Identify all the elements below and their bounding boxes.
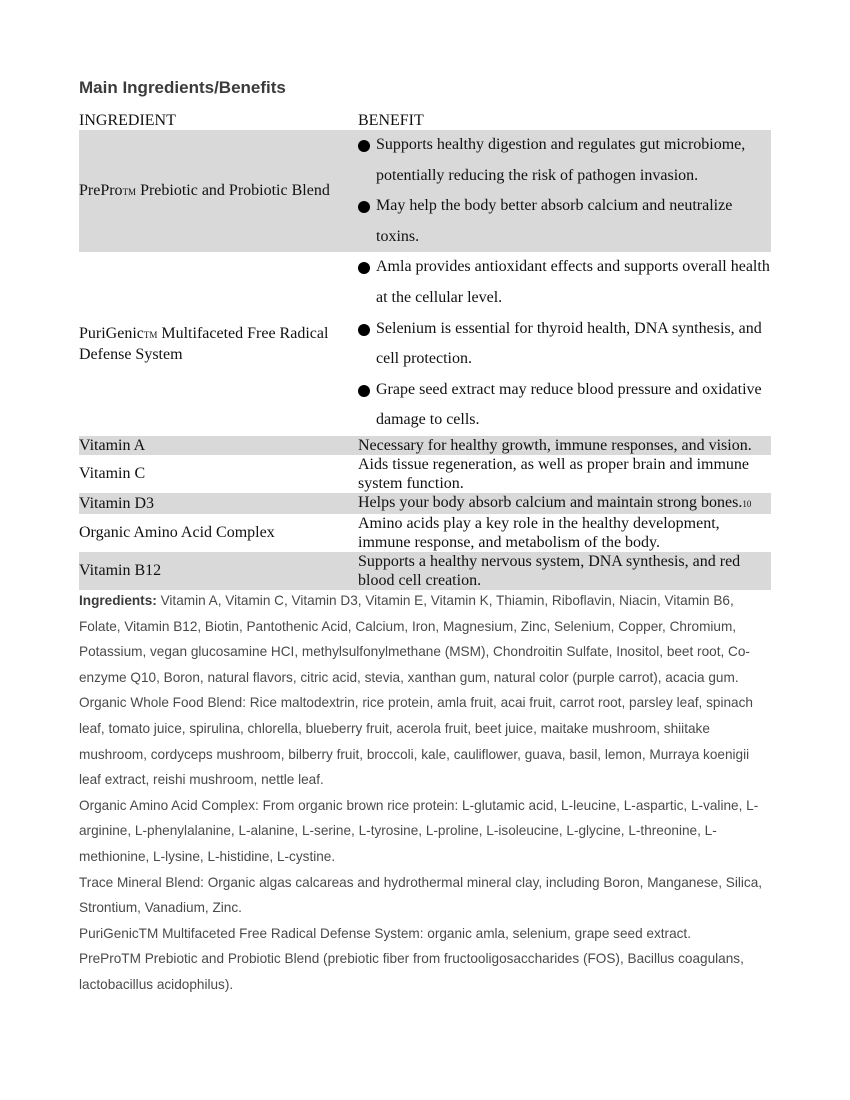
ingredient-cell: Vitamin B12 — [79, 552, 358, 590]
benefit-cell: Aids tissue regeneration, as well as proper brain and immune system function. — [358, 455, 749, 492]
whole-food-blend-paragraph: Organic Whole Food Blend: Rice maltodextrin, rice protein, amla fruit, acai fruit, carrot root, parsley leaf, spinach leaf, tomato juice, spirulina, chlorella, blueberry fruit, acerola fruit, beet juice, maitake mushroom, shiitake mushroom, cordyceps mushroom, bilberry fruit, broccoli, kale, cauliflower, guava, basil, lemon, Murraya koenigii leaf extract, reishi mushroom, nettle leaf. — [79, 695, 753, 788]
ingredients-section — [79, 588, 771, 998]
section-heading: Main Ingredients/Benefits — [79, 78, 286, 97]
ingredient-cell — [79, 252, 358, 436]
benefit-cell: Necessary for healthy growth, immune responses, and vision. — [358, 436, 771, 455]
benefit-cell: Supports a healthy nervous system, DNA synthesis, and red blood cell creation. — [358, 552, 771, 590]
trace-mineral-blend-paragraph: Trace Mineral Blend: Organic algas calcareas and hydrothermal mineral clay, including Boron, Manganese, Silica, Strontium, Vanadium, Zinc. — [79, 874, 763, 916]
prepro-paragraph: PreProTM Prebiotic and Probiotic Blend (prebiotic fiber from fructooligosaccharides (FOS), Bacillus coagulans, lactobacillus acidophilus). — [79, 951, 744, 992]
ingredients-label: Ingredients: — [79, 593, 157, 608]
ingredients-main-list: Vitamin A, Vitamin C, Vitamin D3, Vitamin E, Vitamin K, Thiamin, Riboflavin, Niacin, Vitamin B6, Folate, Vitamin B12, Biotin, Pantothenic Acid, Calcium, Iron, Magnesium, Zinc, Selenium, Copper, Chromium, Potassium, vegan glucosamine HCI, methylsulfonylmethane (MSM), Chondroitin Sulfate, Inositol, beet root, Co-enzyme Q10, Boron, natural flavors, citric acid, stevia, xanthan gum, natural color (purple carrot), acacia gum. — [79, 593, 750, 685]
amino-acid-complex-paragraph: Organic Amino Acid Complex: From organic brown rice protein: L-glutamic acid, L-leucine, L-aspartic, L-valine, L-arginine, L-phenylalanine, L-alanine, L-serine, L-tyrosine, L-proline, L-isoleucine, L-glycine, L-threonine, L-methionine, L-lysine, L-histidine, L-cystine. — [79, 797, 759, 864]
ingredient-name-rest: Multifaceted Free Radical Defense System — [79, 325, 329, 364]
ingredient-cell — [79, 130, 358, 252]
ingredient-cell: Vitamin A — [79, 436, 358, 455]
bullet-icon — [358, 201, 370, 213]
table-row — [79, 455, 771, 493]
trademark-mark: TM — [143, 330, 158, 341]
list-item — [358, 314, 771, 375]
table-row — [79, 436, 771, 455]
ingredient-name-rest: Prebiotic and Probiotic Blend — [136, 181, 330, 199]
benefit-cell — [358, 252, 771, 436]
purigenic-paragraph: PuriGenicTM Multifaceted Free Radical Defense System: organic amla, selenium, grape seed extract. — [79, 925, 691, 941]
ingredient-cell: Vitamin C — [79, 465, 146, 483]
list-item — [358, 375, 771, 436]
ingredients-benefits-table — [79, 111, 771, 590]
benefit-cell — [358, 130, 771, 252]
benefit-list — [358, 130, 771, 252]
benefit-text: Grape seed extract may reduce blood pressure and oxidative damage to cells. — [376, 380, 762, 429]
table-row — [79, 514, 771, 552]
ingredients-paragraph — [79, 588, 771, 690]
bullet-icon — [358, 262, 370, 274]
benefit-text: Helps your body absorb calcium and maintain strong bones. — [358, 493, 743, 511]
ingredient-name: PrePro — [79, 181, 123, 199]
footnote-reference: 10 — [742, 498, 752, 509]
bullet-icon — [358, 385, 370, 397]
ingredient-name: PuriGenic — [79, 325, 144, 343]
table-row — [79, 130, 771, 252]
column-header-benefit: BENEFIT — [358, 112, 424, 129]
table-header-row — [79, 111, 771, 130]
trademark-mark: TM — [122, 186, 137, 197]
benefit-text: May help the body better absorb calcium and neutralize toxins. — [376, 197, 733, 245]
benefit-text: Supports healthy digestion and regulates gut microbiome, potentially reducing the risk of pathogen invasion. — [376, 136, 746, 184]
table-row — [79, 552, 771, 590]
benefit-cell: Amino acids play a key role in the healthy development, immune response, and metabolism of the body. — [358, 514, 720, 551]
list-item — [358, 130, 771, 191]
benefit-list — [358, 252, 771, 436]
list-item — [358, 252, 771, 313]
bullet-icon — [358, 140, 370, 152]
benefit-cell — [358, 493, 771, 514]
table-row — [79, 252, 771, 436]
ingredient-cell: Organic Amino Acid Complex — [79, 524, 275, 542]
table-row — [79, 493, 771, 514]
column-header-ingredient: INGREDIENT — [79, 112, 176, 129]
benefit-text: Amla provides antioxidant effects and supports overall health at the cellular level. — [376, 258, 770, 306]
list-item — [358, 191, 771, 252]
bullet-icon — [358, 324, 370, 336]
benefit-text: Selenium is essential for thyroid health, DNA synthesis, and cell protection. — [376, 319, 762, 368]
ingredient-cell: Vitamin D3 — [79, 493, 358, 514]
